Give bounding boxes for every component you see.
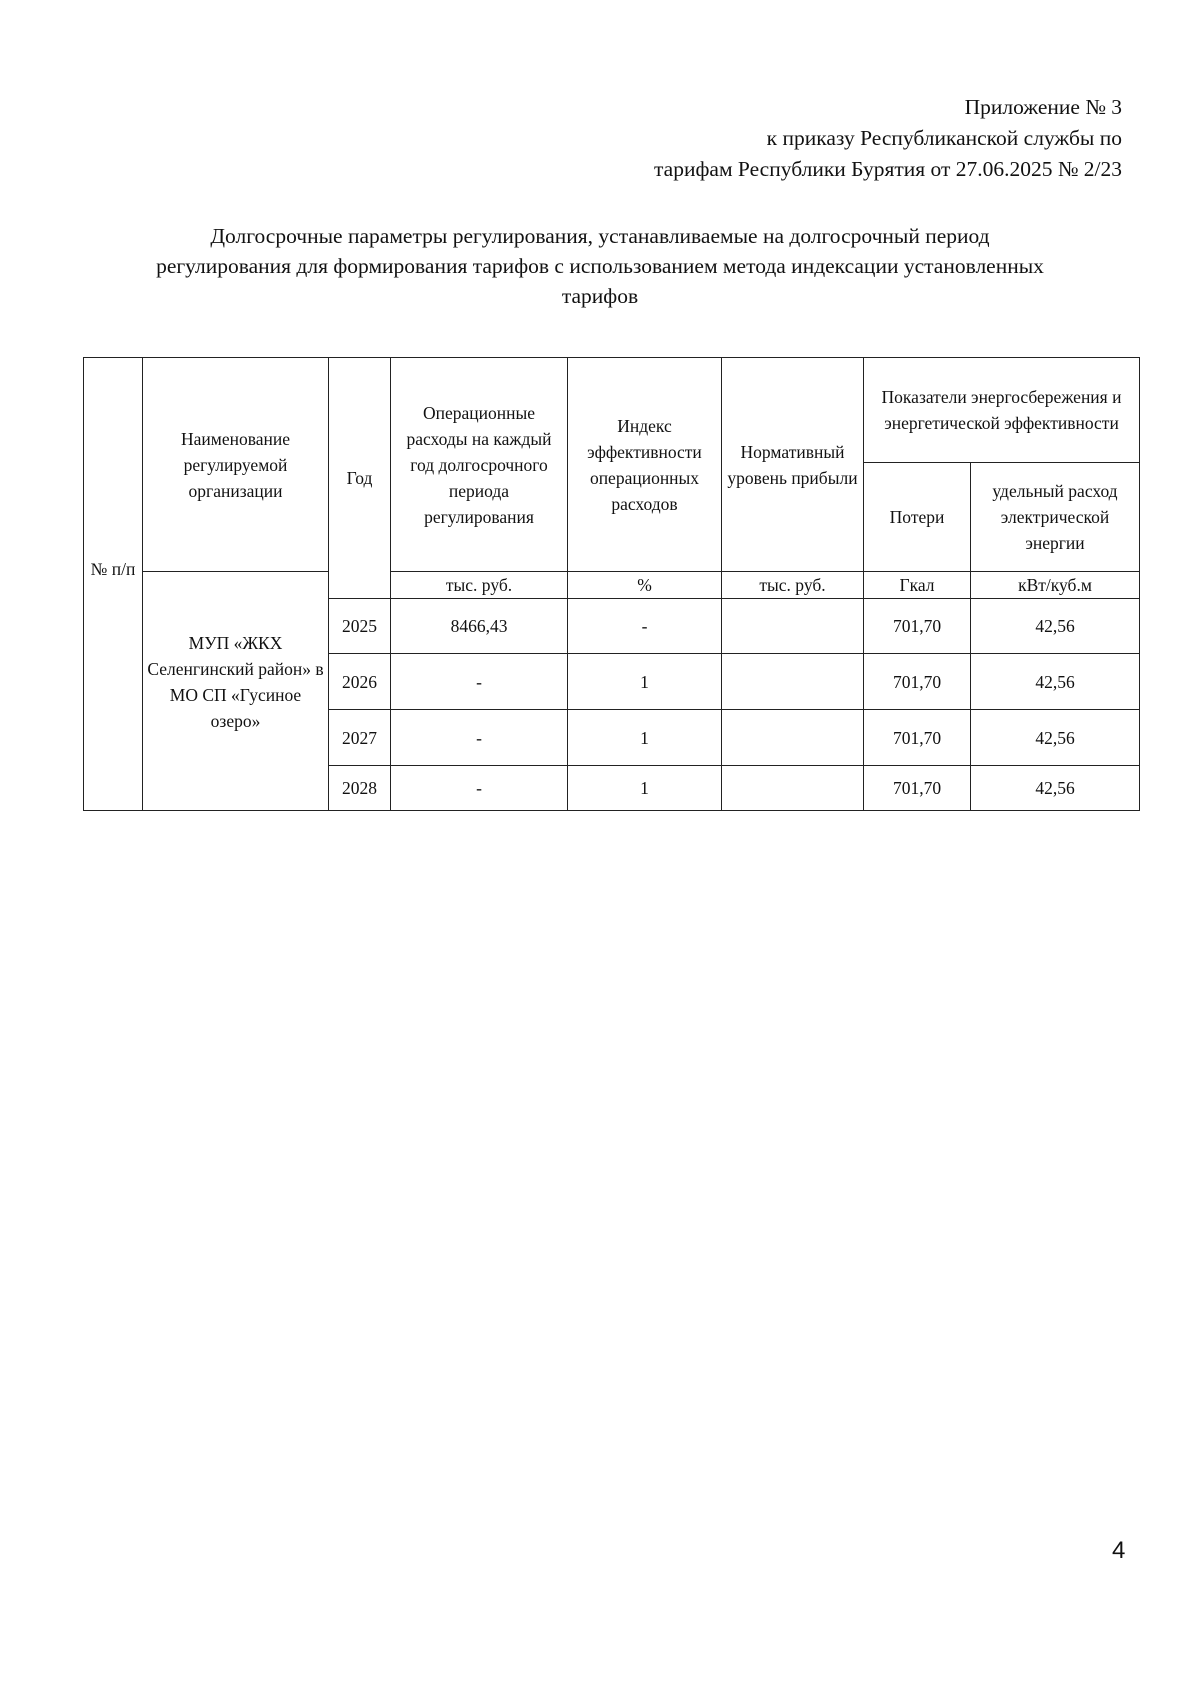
cell-profit [722,766,864,811]
cell-opex: 8466,43 [391,599,568,654]
cell-index: 1 [568,766,722,811]
header-specific-consumption: удельный расход электрической энергии [971,463,1140,572]
cell-index: 1 [568,710,722,766]
cell-year: 2025 [329,599,391,654]
header-organization: Наименование регулируемой организации [143,358,329,572]
cell-losses: 701,70 [864,599,971,654]
header-efficiency-index: Индекс эффективности операционных расходов [568,358,722,572]
header-row-number: № п/п [84,358,143,811]
cell-profit [722,710,864,766]
cell-profit [722,599,864,654]
unit-opex: тыс. руб. [391,572,568,599]
cell-losses: 701,70 [864,710,971,766]
document-title [80,221,1120,311]
cell-specific: 42,56 [971,710,1140,766]
appendix-number: Приложение № 3 [964,95,1122,119]
header-year: Год [329,358,391,599]
page-number: 4 [1112,1537,1126,1564]
appendix-order-ref: к приказу Республиканской службы по [766,126,1122,150]
unit-losses: Гкал [864,572,971,599]
cell-losses: 701,70 [864,766,971,811]
parameters-table [83,357,1140,811]
unit-specific: кВт/куб.м [971,572,1140,599]
organization-name: МУП «ЖКХ Селенгинский район» в МО СП «Гусиное озеро» [143,572,329,811]
cell-losses: 701,70 [864,654,971,710]
title-line-3: тарифов [561,284,639,308]
title-line-2: регулирования для формирования тарифов с использованием метода индексации установленных [156,254,1044,278]
unit-index: % [568,572,722,599]
cell-index: 1 [568,654,722,710]
cell-specific: 42,56 [971,599,1140,654]
units-row [84,572,1140,599]
cell-year: 2027 [329,710,391,766]
header-profit-level: Нормативный уровень прибыли [722,358,864,572]
appendix-header [654,92,1122,185]
appendix-order-date: тарифам Республики Бурятия от 27.06.2025 № 2/23 [654,157,1122,181]
cell-specific: 42,56 [971,654,1140,710]
cell-opex: - [391,654,568,710]
cell-opex: - [391,710,568,766]
cell-year: 2026 [329,654,391,710]
cell-specific: 42,56 [971,766,1140,811]
header-opex: Операционные расходы на каждый год долгосрочного периода регулирования [391,358,568,572]
header-losses: Потери [864,463,971,572]
cell-profit [722,654,864,710]
header-energy-indicators: Показатели энергосбережения и энергетической эффективности [864,358,1140,463]
header-row-top [84,358,1140,463]
unit-profit: тыс. руб. [722,572,864,599]
title-line-1: Долгосрочные параметры регулирования, устанавливаемые на долгосрочный период [210,224,990,248]
cell-year: 2028 [329,766,391,811]
cell-opex: - [391,766,568,811]
cell-index: - [568,599,722,654]
